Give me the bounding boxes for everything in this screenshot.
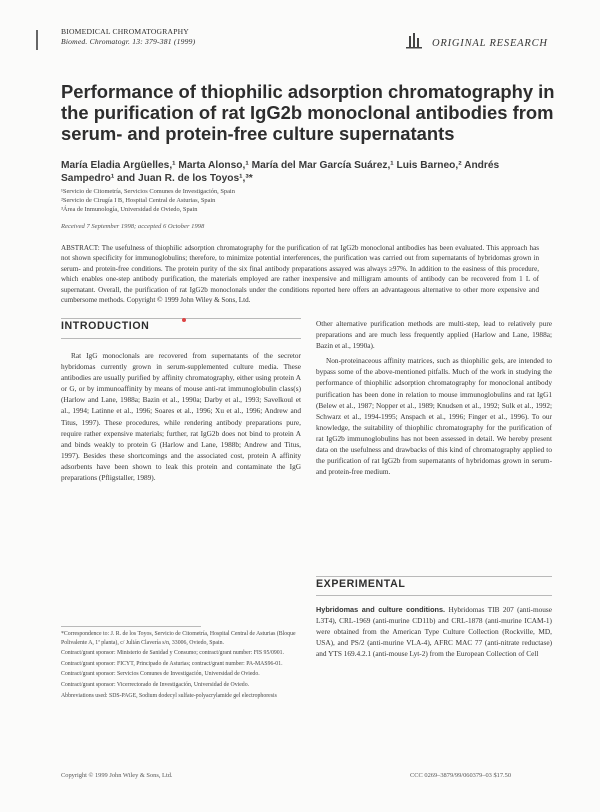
experimental-body: Hybridomas TIB 207 (anti-mouse L3T4), CRL-1969 (anti-murine CD11b) and CRL-1878 (anti-murine ICAM-1) were obtained from the American Type Culture Collection (Rockville, MD, USA), and PS/2 (anti-murine VLA-4), AFRC MAC 77 (anti-nitrate reductase) and YTS 169.4.2.1 (anti-mouse Lyt-2) from the European Collection of Cell: [316, 605, 553, 659]
footnote-grant-2: Contract/grant sponsor: FICYT, Principado de Asturias; contract/grant number: PA-MAS96-01.: [61, 660, 283, 667]
publisher-logo-icon: [406, 32, 426, 50]
author-list: María Eladia Argüelles,¹ Marta Alonso,¹ María del Mar García Suárez,¹ Luis Barneo,² Andrés Sampedro¹ and Juan R. de los Toyos¹,³*: [61, 160, 500, 184]
intro-rule-bottom: [61, 338, 301, 339]
experimental-rule: [316, 576, 552, 577]
intro-column-left: [61, 350, 301, 483]
affiliation-1: ¹Servicio de Citometría, Servicios Comunes de Investigación, Spain: [61, 188, 235, 195]
experimental-heading: EXPERIMENTAL: [316, 578, 406, 590]
footnote-grant-1: Contract/grant sponsor: Ministerio de Sanidad y Consumo; contract/grant number: FIS 95/0901.: [61, 650, 284, 657]
paper-title: Performance of thiophilic adsorption chromatography in the purification of rat IgG2b monoclonal antibodies from serum- and protein-free culture supernatants: [61, 81, 555, 144]
footnotes: [61, 630, 301, 702]
affiliation-3: ³Área de Inmunología, Universidad de Oviedo, Spain: [61, 206, 198, 213]
affiliations: [61, 187, 461, 214]
experimental-subheading: Hybridomas and culture conditions.: [316, 605, 446, 614]
intro-paragraph-3: Non-proteinaceous affinity matrices, such as thiophilic gels, are intended to bypass some of the above-mentioned pitfalls. Much of the work in studying the performance of thiophilic adsorption chromatography for monoclonal antibody purification has been done in relation to mouse immunoglobulins and rat IgG1 (Belew et al., 1987; Nopper et al., 1989; Knudsen et al., 1992; Sulk et al., 1992; Schwarz et al., 1994-1995; Anspach et al., 1996; Finger et al., 1996). To our knowledge, the suitability of thiophilic chromatography for the purification of rat IgG2b immunoglobulins has not been assessed in detail. We hereby present data on the usefulness and drawbacks of this kind of chromatography applied to the purification of rat IgG2b from supernatants of hybridomas grown in serum- and protein-free medium.: [316, 356, 552, 477]
footnote-abbreviations: Abbreviations used: SDS-PAGE, Sodium dodecyl sulfate-polyacrylamide gel electrophoresis: [61, 692, 277, 699]
footnote-grant-3: Contract/grant sponsor: Servicios Comunes de Investigación, Universidad de Oviedo.: [61, 671, 260, 678]
journal-header: [61, 27, 195, 46]
affiliation-2: ²Servicio de Cirugía I B, Hospital Central de Asturias, Spain: [61, 197, 216, 204]
received-dates: Received 7 September 1998; accepted 6 October 1998: [61, 223, 205, 230]
intro-rule: [61, 318, 301, 319]
journal-citation: Biomed. Chromatogr. 13: 379-381 (1999): [61, 36, 196, 46]
intro-column-right: [316, 318, 552, 477]
intro-paragraph-1: Rat IgG monoclonals are recovered from supernatants of the secretor hybridomas currently grown in serum-supplemented culture media. These antibodies are usually purified by affinity chromatography, either using protein A or G, or by immunoaffinity by means of mouse anti-rat immunoglobulin class(s) (Harlow and Lane, 1988a; Bazin et al., 1990a; Darby et al., 1993; Savelkoul et al., 1994; Latinne et al., 1996; Soares et al., 1996; Xu et al., 1996; Andrew and Titus, 1997). These procedures, while rendering antibody preparations pure, require rather expensive materials; further, rat IgG2b does not bind to protein A and binds weakly to protein G (Harlow and Lane, 1988b; Andrew and Titus, 1997). Besides these shortcomings and the associated cost, protein A affinity adsorbents have been shown to leak this protein and contaminate the IgG preparations (Pfligstaller, 1989).: [61, 351, 301, 483]
intro-paragraph-2: Other alternative purification methods are multi-step, lead to relatively pure preparations and are much less frequently applied (Harlow and Lane, 1988a; Bazin et al., 1990a).: [316, 319, 552, 351]
experimental-rule-bottom: [316, 595, 552, 596]
footer-copyright: Copyright © 1999 John Wiley & Sons, Ltd.: [61, 772, 173, 779]
footnote-rule: [61, 626, 201, 627]
intro-heading: INTRODUCTION: [61, 320, 150, 332]
journal-name: BIOMEDICAL CHROMATOGRAPHY: [61, 27, 189, 36]
footnote-correspondence: *Correspondence to: J. R. de los Toyos, Servicio de Citometría, Hospital Central de Asturias (Bloque Polivalente A, 1ª planta), c/ Julián Clavería s/n, 33006, Oviedo, Spain.: [61, 631, 296, 646]
footnote-grant-4: Contract/grant sponsor: Vicerrectorado de Investigación, Universidad de Oviedo.: [61, 681, 250, 688]
red-mark: [182, 318, 186, 322]
abstract: ABSTRACT: The usefulness of thiophilic adsorption chromatography for the purification of rat IgG2b monoclonal antibodies has been evaluated. This approach has not shown specificity for immunoglobulins; therefore, to minimize potential interferences, the purification was carried out from supernatants of hybridomas grown in serum- and protein-free conditions. The protein purity of the six final antibody preparations assayed was always ≥97%. In addition to the easiness of this procedure, which enables one-step antibody purification, the materials employed are rather inexpensive and milligram amounts of antibody can be recovered from 1 L of supernatant. Overall, the purification of rat IgG2b monoclonals under the conditions reported here offers an advantageous alternative to other more expensive and cumbersome methods. Copyright © 1999 John Wiley & Sons, Ltd.: [61, 244, 539, 305]
experimental-text: [316, 604, 552, 659]
footer-ccc: CCC 0269–3879/99/060379–03 $17.50: [410, 772, 512, 779]
section-label: ORIGINAL RESEARCH: [432, 38, 548, 49]
margin-mark: [36, 30, 38, 50]
